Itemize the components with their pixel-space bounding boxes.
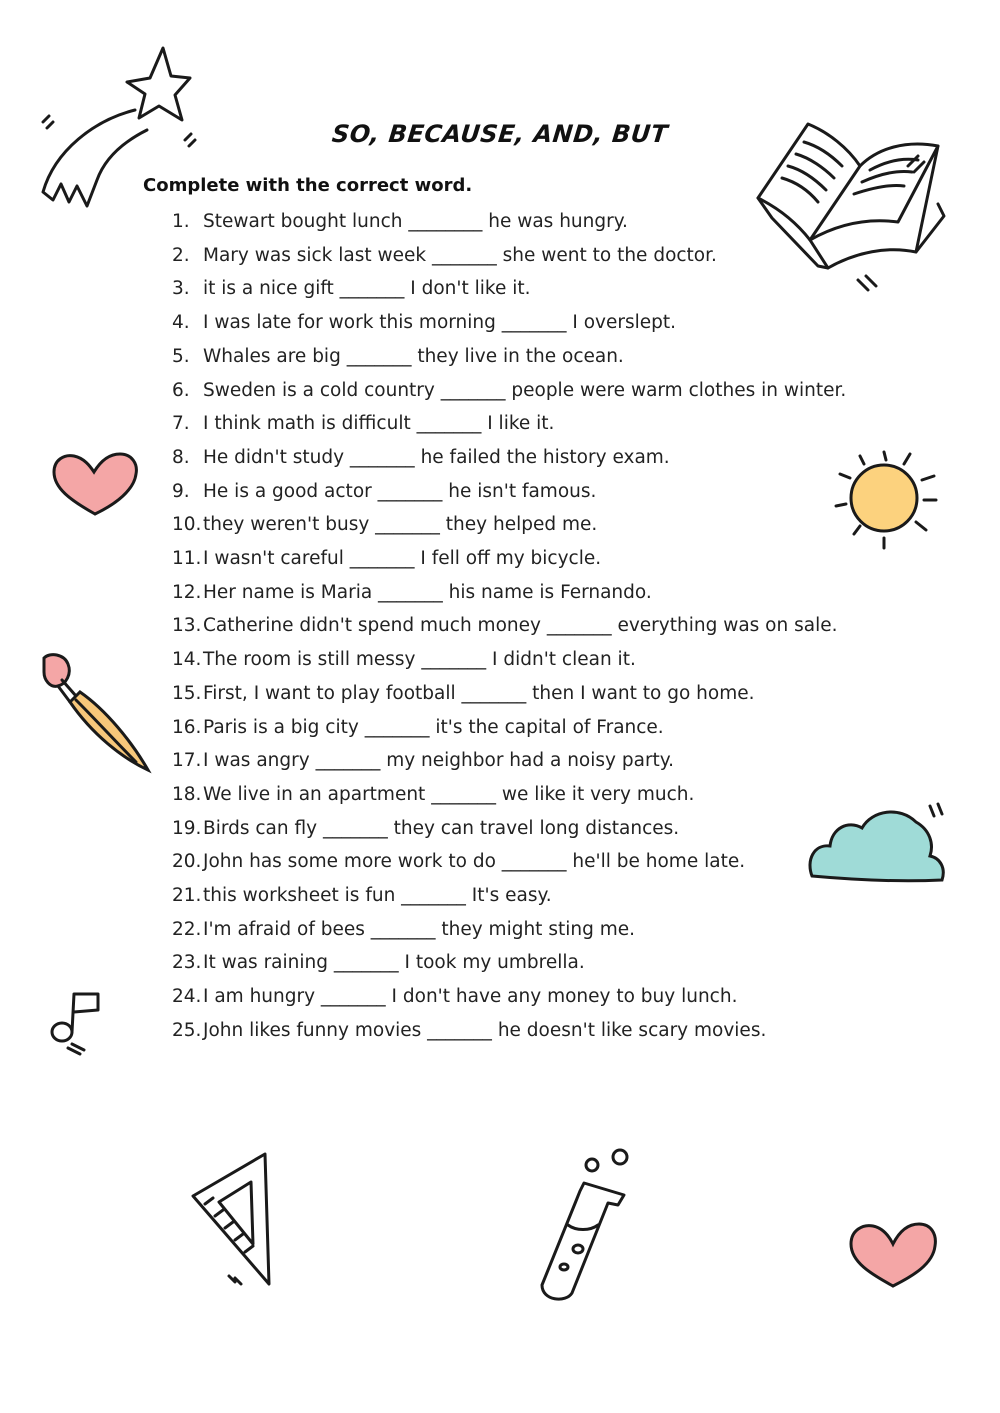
exercise-list [172,205,862,1048]
list-item [172,407,862,441]
item-number: 16. [172,716,202,738]
list-item [172,913,862,947]
instruction-text: Complete with the correct word. [143,175,473,196]
heart-fill [54,454,136,514]
item-number: 19. [172,817,202,839]
paintbrush-icon [36,650,156,775]
item-number: 7. [172,413,190,435]
item-number: 13. [172,615,202,637]
item-text: We live in an apartment _______ we like it very much. [203,783,695,805]
list-item [172,508,862,542]
music-note-icon [44,988,114,1060]
item-text: it is a nice gift _______ I don't like it. [203,278,531,300]
item-number: 25. [172,1019,202,1041]
item-text: Mary was sick last week _______ she went to the doctor. [203,244,717,266]
item-text: I was late for work this morning _______ I overslept. [203,312,677,334]
item-number: 20. [172,851,202,873]
item-text: Birds can fly _______ they can travel long distances. [203,817,680,839]
item-number: 21. [172,885,202,907]
list-item [172,980,862,1014]
set-square-icon [185,1148,280,1288]
item-number: 1. [172,211,190,232]
item-text: John has some more work to do _______ he'll be home late. [203,851,746,873]
list-item [172,542,862,576]
list-item [172,576,862,610]
item-text: this worksheet is fun _______ It's easy. [203,885,552,907]
item-text: I think math is difficult _______ I like it. [203,413,555,435]
item-number: 10. [172,514,202,536]
item-number: 8. [172,446,190,468]
item-number: 17. [172,750,202,772]
item-number: 23. [172,952,202,974]
item-text: First, I want to play football _______ then I want to go home. [203,682,755,704]
item-text: Sweden is a cold country _______ people were warm clothes in winter. [203,379,847,401]
item-text: I'm afraid of bees _______ they might sting me. [203,918,635,940]
item-text: I am hungry _______ I don't have any money to buy lunch. [203,986,738,1008]
list-item [172,946,862,980]
brush-tip [44,655,69,687]
item-number: 14. [172,649,202,671]
item-text: He didn't study _______ he failed the history exam. [203,446,670,468]
list-item [172,306,862,340]
list-item [172,475,862,509]
list-item [172,845,862,879]
item-number: 18. [172,783,202,805]
list-item [172,340,862,374]
list-item [172,812,862,846]
list-item [172,879,862,913]
item-text: He is a good actor _______ he isn't famous. [203,480,597,502]
item-number: 22. [172,918,202,940]
test-tube-icon [532,1145,642,1305]
item-number: 9. [172,480,190,502]
item-number: 4. [172,312,190,334]
item-text: Her name is Maria _______ his name is Fernando. [203,581,652,603]
item-text: Catherine didn't spend much money _______ everything was on sale. [203,615,838,637]
list-item [172,205,862,239]
item-text: they weren't busy _______ they helped me. [203,514,598,536]
heart-icon [845,1218,940,1290]
list-item [172,711,862,745]
item-number: 12. [172,581,202,603]
list-item [172,374,862,408]
item-number: 24. [172,986,202,1008]
list-item [172,1014,862,1048]
list-item [172,778,862,812]
item-text: I wasn't careful _______ I fell off my bicycle. [203,548,602,570]
heart-fill [851,1224,935,1286]
list-item [172,643,862,677]
worksheet-title: SO, BECAUSE, AND, BUT [330,120,670,148]
heart-icon [50,450,140,520]
item-text: John likes funny movies _______ he doesn't like scary movies. [203,1019,767,1041]
list-item [172,677,862,711]
item-text: Stewart bought lunch ________ he was hungry. [203,211,628,232]
list-item [172,744,862,778]
item-number: 2. [172,244,190,266]
item-text: I was angry _______ my neighbor had a noisy party. [203,750,674,772]
list-item [172,609,862,643]
item-number: 15. [172,682,202,704]
item-number: 3. [172,278,190,300]
item-number: 5. [172,345,190,367]
item-number: 11. [172,548,202,570]
item-text: Whales are big _______ they live in the ocean. [203,345,624,367]
item-text: Paris is a big city _______ it's the capital of France. [203,716,664,738]
item-text: The room is still messy _______ I didn't clean it. [203,649,636,671]
list-item [172,441,862,475]
list-item [172,239,862,273]
item-number: 6. [172,379,190,401]
item-text: It was raining _______ I took my umbrella. [203,952,585,974]
list-item [172,272,862,306]
